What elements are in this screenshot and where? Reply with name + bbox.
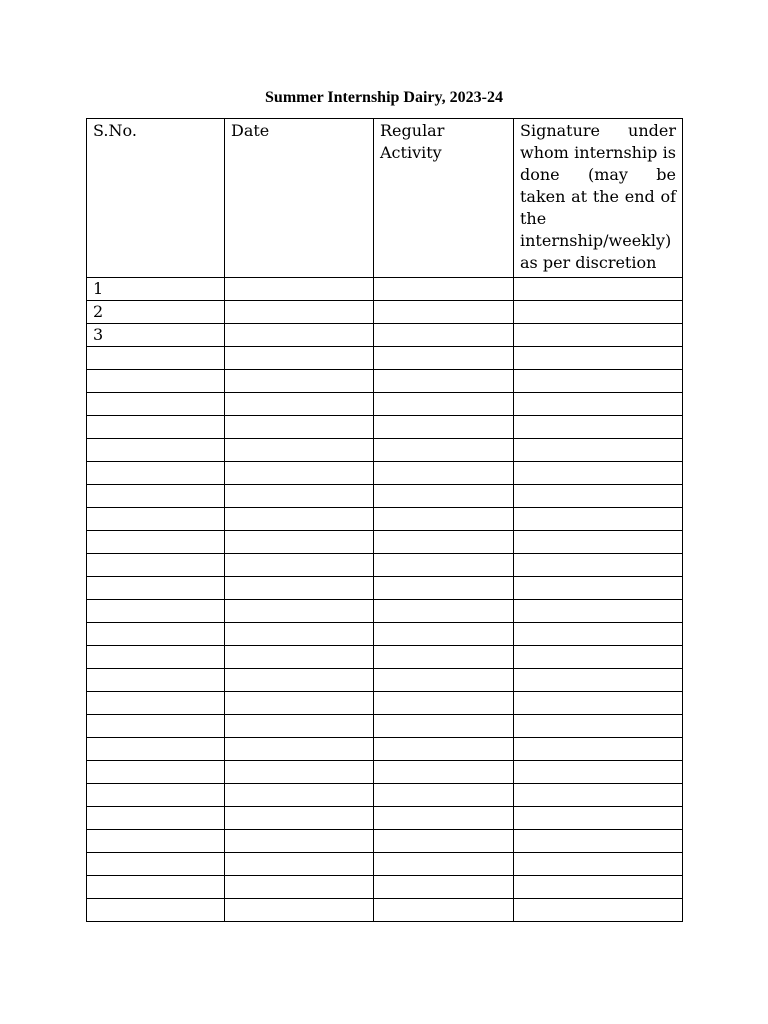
table-row: [87, 623, 683, 646]
table-row: [87, 439, 683, 462]
cell-sno[interactable]: 1: [87, 278, 225, 301]
table-row: [87, 531, 683, 554]
table-row: [87, 600, 683, 623]
cell-sno[interactable]: [87, 853, 225, 876]
cell-date[interactable]: [225, 347, 374, 370]
table-row: [87, 807, 683, 830]
table-header-row: [87, 119, 683, 278]
table-row: [87, 347, 683, 370]
cell-signature[interactable]: [514, 715, 683, 738]
cell-date[interactable]: [225, 623, 374, 646]
cell-sno[interactable]: [87, 738, 225, 761]
cell-activity[interactable]: [374, 577, 514, 600]
cell-sno[interactable]: [87, 646, 225, 669]
table-row: [87, 278, 683, 301]
cell-activity[interactable]: [374, 715, 514, 738]
page-title: Summer Internship Dairy, 2023-24: [265, 89, 503, 106]
table-row: [87, 301, 683, 324]
cell-signature[interactable]: [514, 577, 683, 600]
cell-signature[interactable]: [514, 853, 683, 876]
cell-sno[interactable]: [87, 393, 225, 416]
cell-signature[interactable]: [514, 462, 683, 485]
table-row: [87, 761, 683, 784]
table-row: [87, 508, 683, 531]
cell-sno[interactable]: [87, 807, 225, 830]
cell-date[interactable]: [225, 899, 374, 922]
table-row: [87, 715, 683, 738]
cell-activity[interactable]: [374, 669, 514, 692]
table-row: [87, 370, 683, 393]
cell-signature[interactable]: [514, 830, 683, 853]
cell-activity[interactable]: [374, 830, 514, 853]
cell-sno[interactable]: [87, 761, 225, 784]
cell-sno[interactable]: [87, 692, 225, 715]
cell-activity[interactable]: [374, 784, 514, 807]
cell-sno[interactable]: [87, 531, 225, 554]
cell-signature[interactable]: [514, 278, 683, 301]
column-header-signature: Signature under whom internship is done (may be taken at the end of the internship/weekly) as per discretion: [514, 119, 683, 278]
cell-activity[interactable]: [374, 347, 514, 370]
cell-date[interactable]: [225, 715, 374, 738]
table-row: [87, 876, 683, 899]
cell-activity[interactable]: [374, 462, 514, 485]
cell-sno[interactable]: [87, 370, 225, 393]
cell-date[interactable]: [225, 439, 374, 462]
cell-activity[interactable]: [374, 692, 514, 715]
table-row: [87, 692, 683, 715]
cell-date[interactable]: [225, 485, 374, 508]
cell-activity[interactable]: [374, 761, 514, 784]
cell-activity[interactable]: [374, 301, 514, 324]
table-row: [87, 899, 683, 922]
cell-sno[interactable]: [87, 416, 225, 439]
cell-date[interactable]: [225, 669, 374, 692]
cell-signature[interactable]: [514, 508, 683, 531]
internship-diary-table: [86, 118, 683, 922]
cell-signature[interactable]: [514, 761, 683, 784]
cell-sno[interactable]: [87, 669, 225, 692]
cell-activity[interactable]: [374, 370, 514, 393]
cell-signature[interactable]: [514, 393, 683, 416]
cell-signature[interactable]: [514, 370, 683, 393]
cell-date[interactable]: [225, 531, 374, 554]
cell-date[interactable]: [225, 738, 374, 761]
cell-date[interactable]: [225, 324, 374, 347]
cell-date[interactable]: [225, 370, 374, 393]
table-row: [87, 485, 683, 508]
table-row: [87, 853, 683, 876]
cell-date[interactable]: [225, 393, 374, 416]
cell-sno[interactable]: [87, 577, 225, 600]
cell-date[interactable]: [225, 807, 374, 830]
cell-sno[interactable]: [87, 554, 225, 577]
column-header-activity: Regular Activity: [374, 119, 514, 278]
column-header-sno: S.No.: [87, 119, 225, 278]
cell-signature[interactable]: [514, 347, 683, 370]
cell-signature[interactable]: [514, 600, 683, 623]
cell-sno[interactable]: 3: [87, 324, 225, 347]
cell-signature[interactable]: [514, 692, 683, 715]
cell-signature[interactable]: [514, 531, 683, 554]
cell-sno[interactable]: [87, 830, 225, 853]
table-row: [87, 554, 683, 577]
cell-activity[interactable]: [374, 600, 514, 623]
cell-signature[interactable]: [514, 876, 683, 899]
cell-signature[interactable]: [514, 554, 683, 577]
table-body: [87, 278, 683, 922]
cell-activity[interactable]: [374, 738, 514, 761]
cell-signature[interactable]: [514, 784, 683, 807]
cell-date[interactable]: [225, 646, 374, 669]
table-row: [87, 393, 683, 416]
cell-signature[interactable]: [514, 416, 683, 439]
cell-date[interactable]: [225, 784, 374, 807]
cell-sno[interactable]: [87, 462, 225, 485]
cell-date[interactable]: [225, 692, 374, 715]
cell-activity[interactable]: [374, 485, 514, 508]
cell-date[interactable]: [225, 462, 374, 485]
cell-signature[interactable]: [514, 439, 683, 462]
cell-sno[interactable]: [87, 508, 225, 531]
table-row: [87, 324, 683, 347]
cell-activity[interactable]: [374, 416, 514, 439]
cell-sno[interactable]: [87, 439, 225, 462]
cell-date[interactable]: [225, 830, 374, 853]
cell-activity[interactable]: [374, 899, 514, 922]
column-header-date: Date: [225, 119, 374, 278]
table-row: [87, 577, 683, 600]
cell-date[interactable]: [225, 761, 374, 784]
table-row: [87, 830, 683, 853]
cell-activity[interactable]: [374, 439, 514, 462]
cell-activity[interactable]: [374, 807, 514, 830]
cell-date[interactable]: [225, 416, 374, 439]
table-row: [87, 669, 683, 692]
cell-signature[interactable]: [514, 899, 683, 922]
cell-sno[interactable]: 2: [87, 301, 225, 324]
cell-date[interactable]: [225, 278, 374, 301]
cell-date[interactable]: [225, 600, 374, 623]
table-row: [87, 738, 683, 761]
cell-sno[interactable]: [87, 784, 225, 807]
cell-sno[interactable]: [87, 623, 225, 646]
cell-activity[interactable]: [374, 646, 514, 669]
cell-sno[interactable]: [87, 899, 225, 922]
cell-date[interactable]: [225, 876, 374, 899]
cell-activity[interactable]: [374, 531, 514, 554]
cell-signature[interactable]: [514, 807, 683, 830]
table-row: [87, 416, 683, 439]
cell-activity[interactable]: [374, 554, 514, 577]
cell-activity[interactable]: [374, 876, 514, 899]
cell-date[interactable]: [225, 508, 374, 531]
cell-activity[interactable]: [374, 324, 514, 347]
cell-sno[interactable]: [87, 876, 225, 899]
cell-signature[interactable]: [514, 301, 683, 324]
cell-signature[interactable]: [514, 669, 683, 692]
cell-activity[interactable]: [374, 853, 514, 876]
cell-date[interactable]: [225, 554, 374, 577]
cell-signature[interactable]: [514, 738, 683, 761]
cell-sno[interactable]: [87, 715, 225, 738]
cell-sno[interactable]: [87, 600, 225, 623]
cell-signature[interactable]: [514, 324, 683, 347]
cell-activity[interactable]: [374, 278, 514, 301]
cell-date[interactable]: [225, 301, 374, 324]
cell-date[interactable]: [225, 853, 374, 876]
table-row: [87, 646, 683, 669]
cell-sno[interactable]: [87, 347, 225, 370]
cell-activity[interactable]: [374, 508, 514, 531]
cell-activity[interactable]: [374, 393, 514, 416]
cell-signature[interactable]: [514, 485, 683, 508]
cell-activity[interactable]: [374, 623, 514, 646]
cell-signature[interactable]: [514, 623, 683, 646]
cell-sno[interactable]: [87, 485, 225, 508]
cell-date[interactable]: [225, 577, 374, 600]
cell-signature[interactable]: [514, 646, 683, 669]
table-row: [87, 784, 683, 807]
table-row: [87, 462, 683, 485]
